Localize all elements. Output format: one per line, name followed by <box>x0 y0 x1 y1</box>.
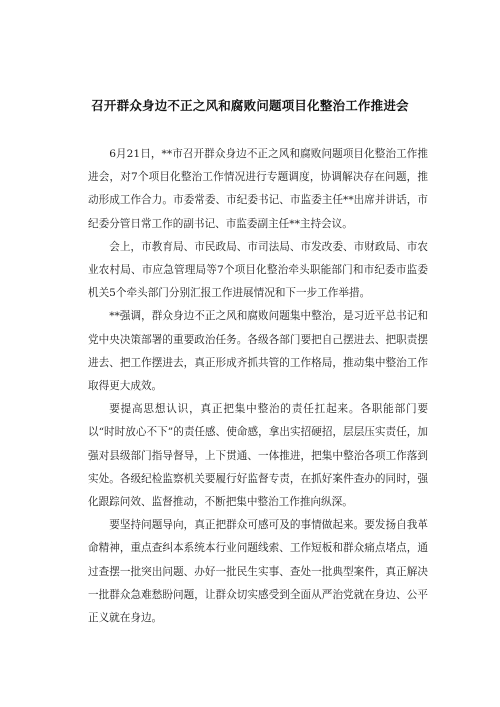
paragraph: 6月21日，**市召开群众身边不正之风和腐败问题项目化整治工作推进会，对7个项目化整治工作情况进行专题调度，协调解决存在问题，推动形成工作合力。市委常委、市纪委书记、市监委主任**出席并讲话，市纪委分管日常工作的副书记、市监委副主任**主持会议。 <box>88 148 428 230</box>
paragraph: **强调，群众身边不正之风和腐败问题集中整治，是习近平总书记和党中央决策部署的重要政治任务。各级各部门要把自己摆进去、把职责摆进去、把工作摆进去，真正形成齐抓共管的工作格局，推动集中整治工作取得更大成效。 <box>88 310 428 393</box>
document-title: 召开群众身边不正之风和腐败问题项目化整治工作推进会 <box>91 98 409 113</box>
paragraph: 会上，市教育局、市民政局、市司法局、市发改委、市财政局、市农业农村局、市应急管理局等7个项目化整治牵头职能部门和市纪委市监委机关5个牵头部门分别汇报工作进展情况和下一步工作举措。 <box>88 240 428 300</box>
document-body <box>88 143 428 630</box>
paragraph: 要提高思想认识，真正把集中整治的责任扛起来。各职能部门要以“时时放心不下”的责任感、使命感，拿出实招硬招，层层压实责任，加强对县级部门指导督导，上下贯通、一体推进，把集中整治各项工作落到实处。各级纪检监察机关要履行好监督专责，在抓好案件查办的同时，强化跟踪问效、监督推动，不断把集中整治工作推向纵深。 <box>88 403 428 509</box>
paragraph: 要坚持问题导向，真正把群众可感可及的事情做起来。要发扬自我革命精神，重点查纠本系统本行业问题线索、工作短板和群众痛点堵点，通过查摆一批突出问题、办好一批民生实事、查处一批典型案件，真正解决一批群众急难愁盼问题，让群众切实感受到全面从严治党就在身边、公平正义就在身边。 <box>88 519 428 625</box>
